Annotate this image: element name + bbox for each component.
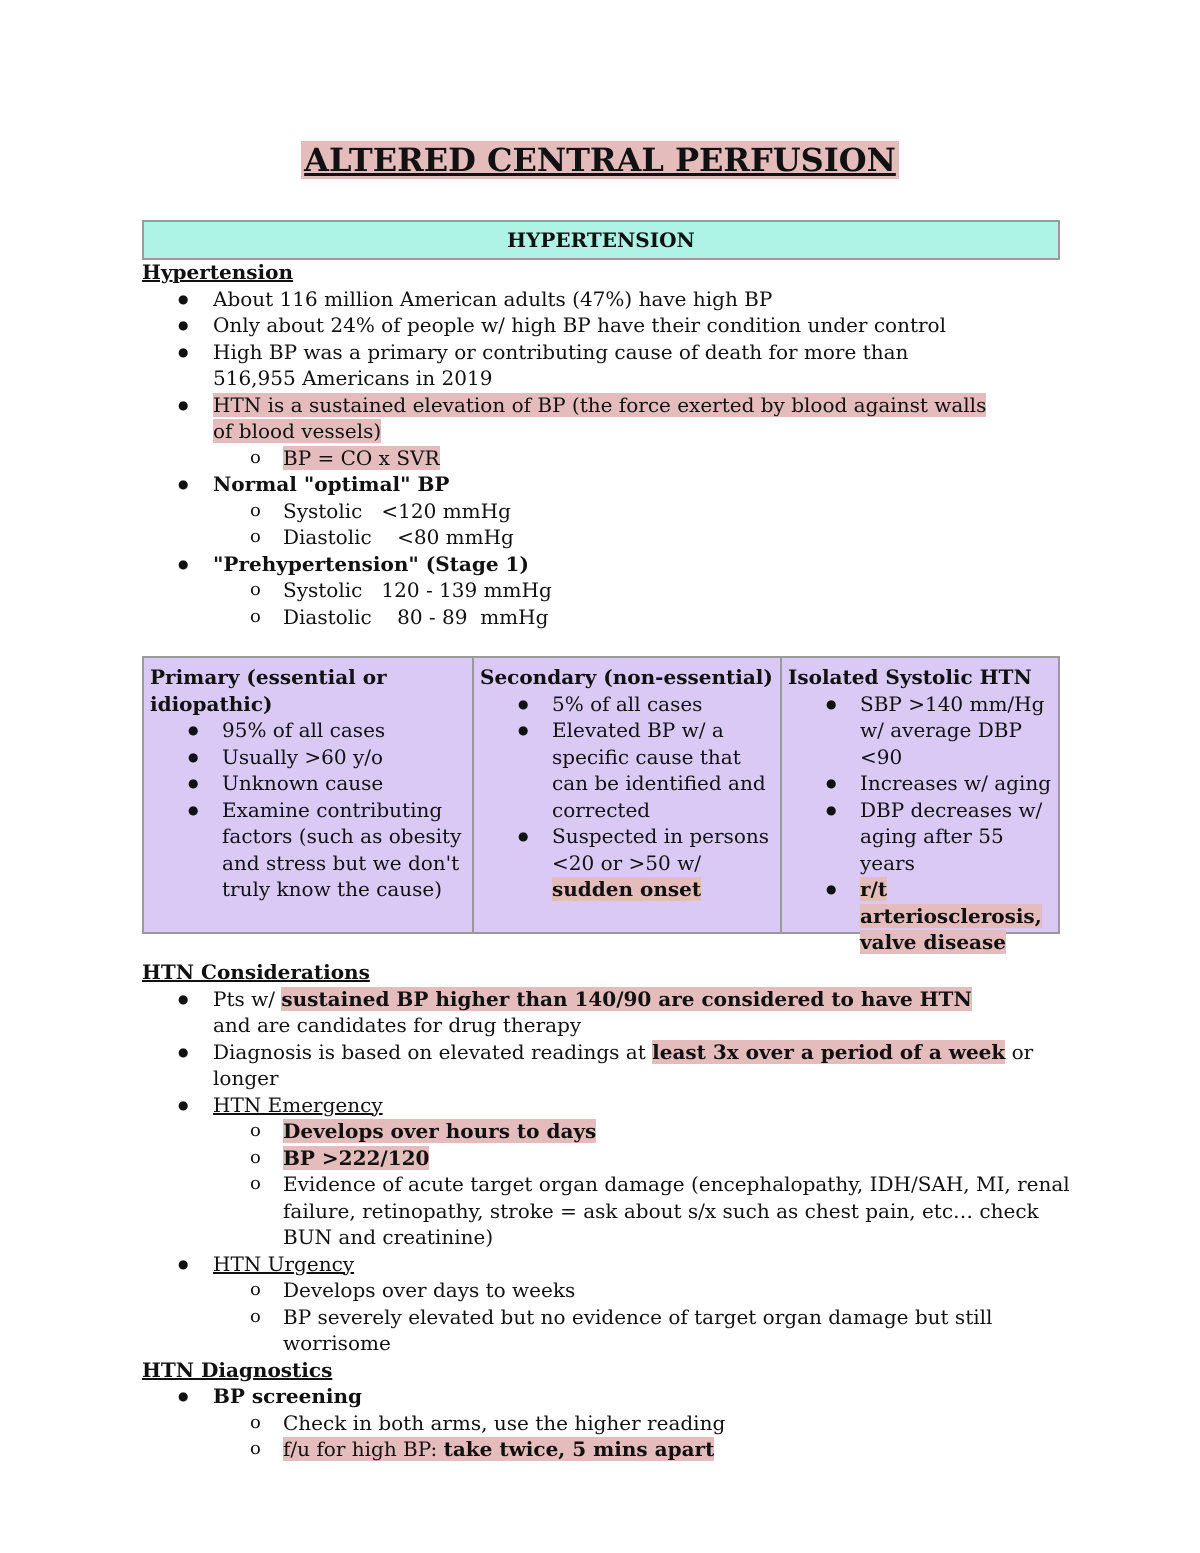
list-item: o Develops over days to weeks <box>142 1277 1072 1304</box>
list-item: ● Usually >60 y/o <box>150 744 466 771</box>
bullet-list <box>142 1383 1072 1463</box>
hypertension-section <box>142 259 1072 630</box>
list-item: ● Unknown cause <box>150 770 466 797</box>
list-item: ● "Prehypertension" (Stage 1) <box>142 551 1072 578</box>
list-item: ● BP screening <box>142 1383 1072 1410</box>
list-item: o f/u for high BP: take twice, 5 mins apart <box>142 1436 1072 1463</box>
list-item: o BP >222/120 <box>142 1145 1072 1172</box>
list-item: ● Only about 24% of people w/ high BP have their condition under control <box>142 312 1072 339</box>
page-title: ALTERED CENTRAL PERFUSION <box>0 140 1200 180</box>
list-item: ● SBP >140 mm/Hg w/ average DBP <90 <box>788 691 1052 771</box>
list-item: ● Diagnosis is based on elevated readings at least 3x over a period of a week or longer <box>142 1039 1072 1092</box>
bullet-list <box>788 691 1052 956</box>
list-item: ● 95% of all cases <box>150 717 466 744</box>
list-item: ● 5% of all cases <box>480 691 774 718</box>
bullet-list <box>480 691 774 903</box>
list-item: o Diastolic 80 - 89 mmHg <box>142 604 1072 631</box>
list-item: ● Normal "optimal" BP <box>142 471 1072 498</box>
list-item: ● Elevated BP w/ a specific cause that can be identified and corrected <box>480 717 774 823</box>
list-item: ● About 116 million American adults (47%) have high BP <box>142 286 1072 313</box>
section-heading: Hypertension <box>142 260 294 284</box>
section-heading: HTN Considerations <box>142 960 370 984</box>
list-item: o BP = CO x SVR <box>142 445 1072 472</box>
bullet-list <box>142 986 1072 1357</box>
section-banner: HYPERTENSION <box>142 220 1060 260</box>
column-title: Secondary (non-essential) <box>480 665 773 689</box>
list-item: ● Suspected in persons <20 or >50 w/ sudden onset <box>480 823 774 903</box>
htn-types-table <box>142 656 1060 954</box>
column-title: Primary (essential or idiopathic) <box>150 665 387 716</box>
bullet-list <box>142 286 1072 631</box>
list-item: ● HTN is a sustained elevation of BP (the force exerted by blood against walls of blood vessels) <box>142 392 1003 445</box>
list-item: ● r/t arteriosclerosis, valve disease <box>788 876 1052 956</box>
column-title: Isolated Systolic HTN <box>788 665 1032 689</box>
list-item: ● HTN Emergency <box>142 1092 1072 1119</box>
list-item: ● Examine contributing factors (such as obesity and stress but we don't truly know the cause) <box>150 797 466 903</box>
primary-column <box>144 658 472 932</box>
secondary-column <box>472 658 780 932</box>
list-item: o BP severely elevated but no evidence of target organ damage but still worrisome <box>142 1304 1072 1357</box>
bullet-list <box>150 717 466 903</box>
list-item: o Systolic <120 mmHg <box>142 498 1072 525</box>
list-item: ● Increases w/ aging <box>788 770 1052 797</box>
list-item: o Develops over hours to days <box>142 1118 1072 1145</box>
list-item: o Diastolic <80 mmHg <box>142 524 1072 551</box>
list-item: ● Pts w/ sustained BP higher than 140/90 are considered to have HTN and are candidates for drug therapy <box>142 986 993 1039</box>
list-item: ● HTN Urgency <box>142 1251 1072 1278</box>
list-item: ● High BP was a primary or contributing cause of death for more than 516,955 Americans in 2019 <box>142 339 993 392</box>
list-item: ● DBP decreases w/ aging after 55 years <box>788 797 1052 877</box>
list-item: o Evidence of acute target organ damage (encephalopathy, IDH/SAH, MI, renal failure, retinopathy, stroke = ask about s/x such as chest pain, etc… check BUN and creatinine) <box>142 1171 1072 1251</box>
considerations-section <box>142 959 1072 1463</box>
list-item: o Check in both arms, use the higher reading <box>142 1410 1072 1437</box>
section-heading: HTN Diagnostics <box>142 1357 333 1382</box>
isolated-systolic-column <box>780 658 1058 954</box>
list-item: o Systolic 120 - 139 mmHg <box>142 577 1072 604</box>
